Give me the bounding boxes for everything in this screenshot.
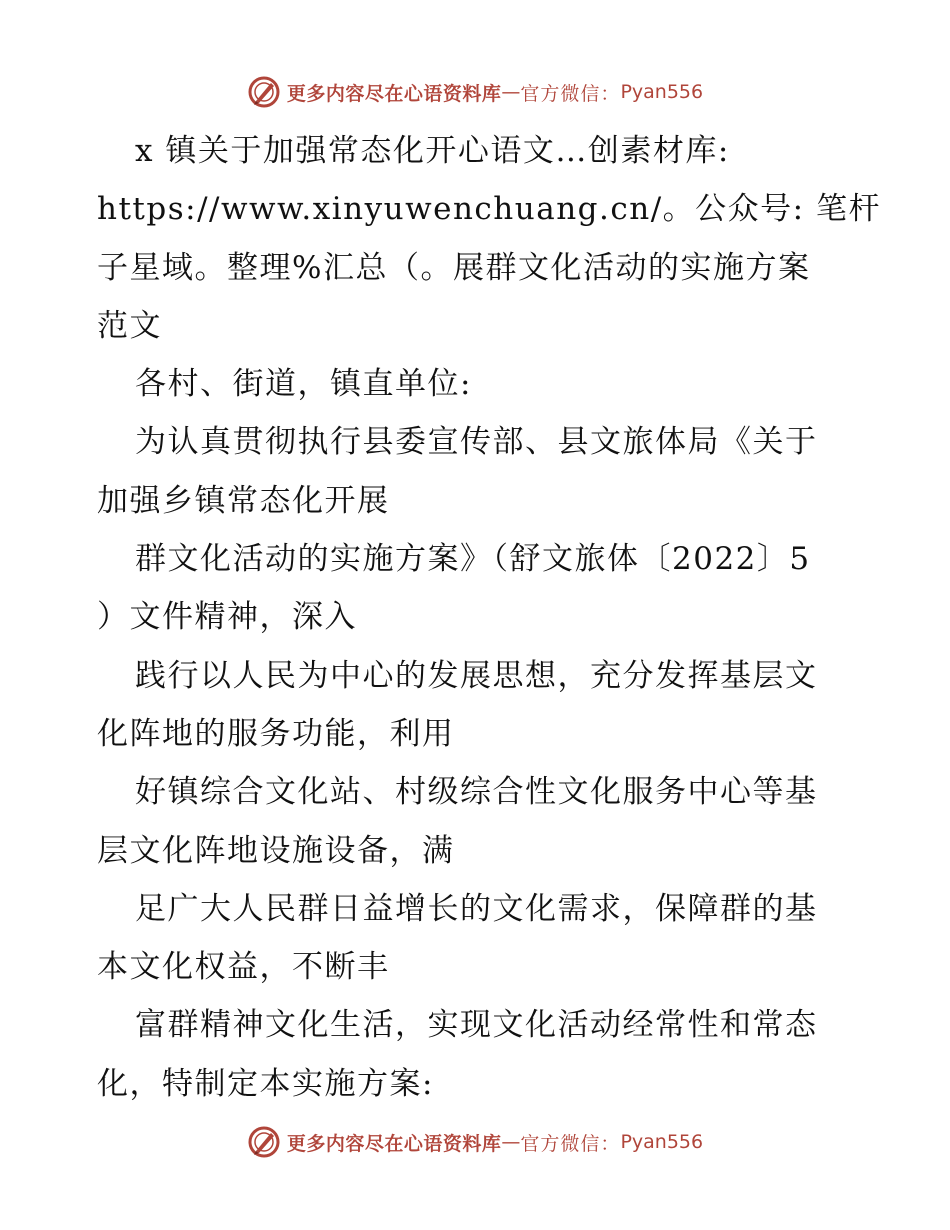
banner-main-text: 更多内容尽在心语资料库 [286, 82, 502, 105]
text-line: ）文件精神，深入 [97, 599, 357, 636]
text-line: 为认真贯彻执行县委宣传部、县文旅体局《关于 [135, 424, 818, 461]
document-body [97, 122, 881, 1113]
banner-main-text: 更多内容尽在心语资料库 [286, 1132, 502, 1155]
text-line: 化，特制定本实施方案: [97, 1065, 434, 1102]
footer-watermark-banner [0, 1120, 950, 1164]
banner-wechat-label: 官方微信： [520, 1132, 621, 1155]
text-line: 范文 [97, 307, 162, 344]
text-line: https://www.xinyuwenchuang.cn/。公众号: 笔杆 [97, 191, 881, 228]
text-line: 好镇综合文化站、村级综合性文化服务中心等基 [135, 774, 818, 811]
banner-wechat-account: Pyan556 [620, 1131, 704, 1153]
text-line: 化阵地的服务功能，利用 [97, 715, 455, 752]
quill-pen-circle-icon [247, 75, 281, 109]
text-line: 各村、街道，镇直单位: [135, 366, 472, 403]
text-line: 践行以人民为中心的发展思想，充分发挥基层文 [135, 657, 818, 694]
header-watermark-banner [0, 70, 950, 114]
banner-wechat-account: Pyan556 [620, 81, 704, 103]
quill-pen-circle-icon [247, 1125, 281, 1159]
banner-wechat-label: 官方微信： [520, 82, 621, 105]
text-line: 足广大人民群日益增长的文化需求，保障群的基 [135, 890, 818, 927]
text-line: 子星域。整理%汇总（。展群文化活动的实施方案 [97, 249, 811, 286]
text-line: 加强乡镇常态化开展 [97, 482, 390, 519]
banner-separator: — [501, 81, 521, 103]
text-line: 富群精神文化生活，实现文化活动经常性和常态 [135, 1007, 818, 1044]
text-line: 层文化阵地设施设备，满 [97, 832, 455, 869]
text-line: 本文化权益，不断丰 [97, 949, 390, 986]
banner-separator: — [501, 1131, 521, 1153]
text-line: 群文化活动的实施方案》（舒文旅体〔2022〕5 [135, 541, 811, 578]
text-line: x 镇关于加强常态化开心语文…创素材库: [135, 133, 730, 169]
